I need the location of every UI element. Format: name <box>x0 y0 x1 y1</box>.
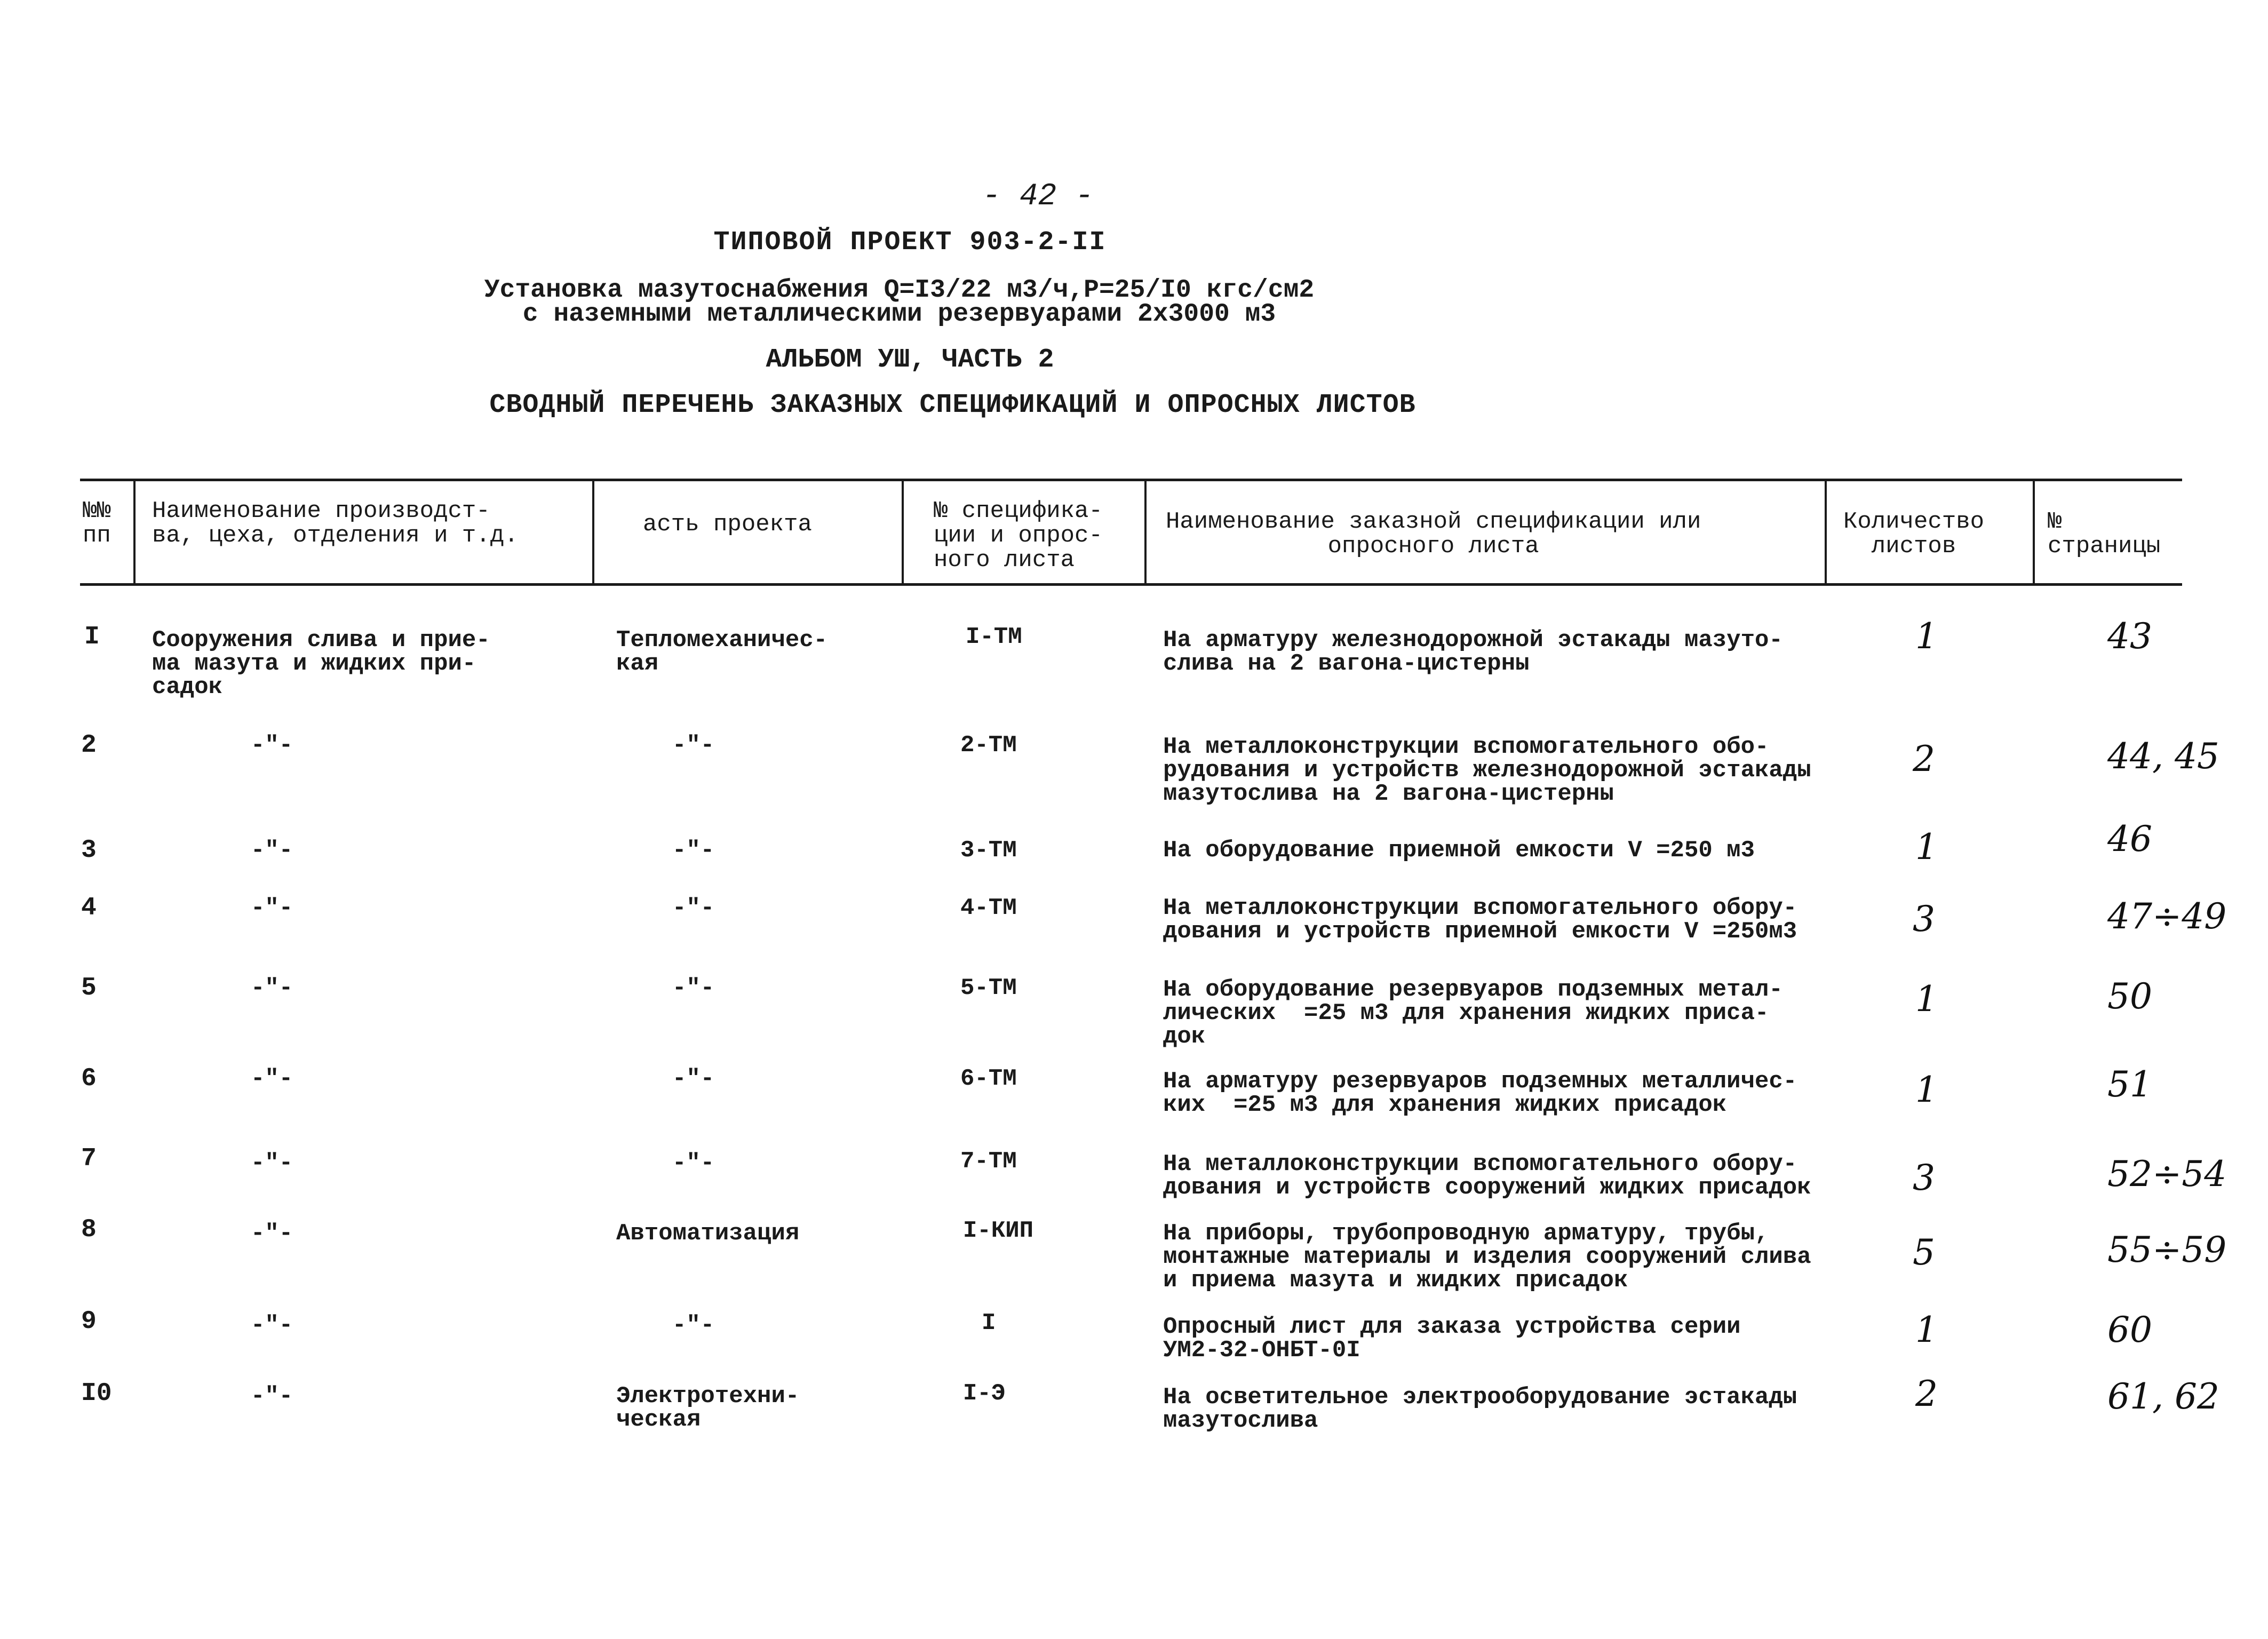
spec-name: На оборудование приемной емкости V =250 м3 <box>1163 837 1755 864</box>
spec-number: 3-ТМ <box>960 837 1017 864</box>
production-name: -"- <box>251 1220 293 1247</box>
project-part: -"- <box>672 1312 715 1339</box>
page-number: - 42 - <box>982 179 1094 214</box>
row-number: I <box>84 623 100 651</box>
page-ref: 55÷59 <box>2107 1229 2227 1270</box>
sheet-count: 1 <box>1915 1069 1938 1110</box>
sheet-count: 5 <box>1913 1232 1935 1273</box>
spec-number: 7-ТМ <box>960 1148 1017 1175</box>
spec-name: На металлоконструкции вспомогательного обору- дования и устройств приемной емкости V =250м3 <box>1163 895 1797 945</box>
project-part: Электротехни- ческая <box>616 1383 800 1433</box>
production-name: -"- <box>251 732 293 759</box>
sheet-count: 1 <box>1915 1309 1938 1350</box>
project-part: -"- <box>672 837 715 864</box>
project-code: ТИПОВОЙ ПРОЕКТ 903-2-II <box>713 227 1107 258</box>
production-name: -"- <box>251 895 293 921</box>
header-spec-number: № специфика- ции и опрос- ного листа <box>934 498 1103 574</box>
column-divider <box>592 480 594 584</box>
row-number: 6 <box>81 1064 97 1093</box>
page-ref: 60 <box>2107 1309 2152 1350</box>
column-divider <box>2033 480 2035 584</box>
spec-number: I <box>982 1310 996 1336</box>
row-number: 7 <box>81 1144 97 1173</box>
page-ref: 46 <box>2107 818 2152 860</box>
title-line-2: с наземными металлическими резервуарами 2х3000 м3 <box>522 300 1276 329</box>
production-name: -"- <box>251 837 293 864</box>
project-part: Автоматизация <box>616 1220 800 1247</box>
spec-name: На арматуру резервуаров подземных металличес- ких =25 м3 для хранения жидких присадок <box>1163 1068 1797 1118</box>
production-name: -"- <box>251 975 293 1001</box>
sheet-count: 1 <box>1915 616 1938 657</box>
title-line-1: Установка мазутоснабжения Q=I3/22 м3/ч,P=25/I0 кгс/см2 <box>484 276 1315 305</box>
header-sheet-count: Количество листов <box>1843 508 1985 560</box>
project-part: -"- <box>672 975 715 1001</box>
sheet-count: 1 <box>1915 978 1938 1020</box>
spec-number: 4-ТМ <box>960 895 1017 921</box>
spec-name: На осветительное электрооборудование эстакады мазутослива <box>1163 1384 1797 1434</box>
spec-name: На металлоконструкции вспомогательного обо- рудования и устройств железнодорожной эстакады мазутослива на 2 вагона-цистерны <box>1163 734 1811 807</box>
page-ref: 52÷54 <box>2107 1153 2227 1195</box>
production-name: -"- <box>251 1383 293 1410</box>
spec-number: 5-ТМ <box>960 975 1017 1001</box>
spec-name: На металлоконструкции вспомогательного обору- дования и устройств сооружений жидких присадок <box>1163 1151 1811 1201</box>
column-divider <box>133 480 136 584</box>
project-part: -"- <box>672 1065 715 1092</box>
row-number: 3 <box>81 836 97 865</box>
project-part: -"- <box>672 895 715 921</box>
row-number: 4 <box>81 894 97 922</box>
project-part: -"- <box>672 1150 715 1176</box>
production-name: -"- <box>251 1312 293 1339</box>
page-ref: 50 <box>2107 976 2152 1017</box>
row-number: I0 <box>81 1379 112 1408</box>
sheet-count: 2 <box>1915 1373 1938 1414</box>
spec-name: На оборудование резервуаров подземных метал- лических =25 м3 для хранения жидких приса- док <box>1163 976 1783 1050</box>
page-ref: 47÷49 <box>2107 896 2227 937</box>
spec-number: I-КИП <box>963 1218 1034 1244</box>
page-ref: 61, 62 <box>2107 1376 2219 1417</box>
page-ref: 51 <box>2107 1064 2152 1105</box>
sheet-count: 2 <box>1913 738 1935 779</box>
production-name: -"- <box>251 1150 293 1176</box>
header-project-part: асть проекта <box>643 511 812 538</box>
page-ref: 43 <box>2107 616 2152 657</box>
spec-number: I-Э <box>963 1380 1006 1407</box>
project-part: -"- <box>672 732 715 759</box>
project-part: Тепломеханичес- кая <box>616 627 828 677</box>
header-spec-name: Наименование заказной спецификации или опросного листа <box>1166 508 1701 560</box>
table-top-rule <box>80 479 2182 481</box>
sheet-count: 3 <box>1913 898 1935 940</box>
spec-name: Опросный лист для заказа устройства серии УМ2-32-ОНБТ-0I <box>1163 1314 1741 1364</box>
album-label: АЛЬБОМ УШ, ЧАСТЬ 2 <box>766 345 1054 375</box>
table-header-bottom-rule <box>80 583 2182 586</box>
sheet-count: 1 <box>1915 826 1938 868</box>
sheet-count: 3 <box>1913 1157 1935 1198</box>
production-name: Сооружения слива и прие- ма мазута и жидких при- садок <box>152 627 490 701</box>
column-divider <box>902 480 904 584</box>
column-divider <box>1144 480 1147 584</box>
header-production: Наименование производст- ва, цеха, отделения и т.д. <box>152 498 519 549</box>
row-number: 2 <box>81 731 97 760</box>
spec-number: 6-ТМ <box>960 1065 1017 1092</box>
column-divider <box>1825 480 1827 584</box>
spec-number: I-ТМ <box>966 624 1022 650</box>
production-name: -"- <box>251 1065 293 1092</box>
header-row-number: №№ пп <box>83 498 111 549</box>
spec-number: 2-ТМ <box>960 732 1017 759</box>
row-number: 5 <box>81 974 97 1003</box>
document-subtitle: СВОДНЫЙ ПЕРЕЧЕНЬ ЗАКАЗНЫХ СПЕЦИФИКАЦИЙ И ОПРОСНЫХ ЛИСТОВ <box>489 390 1416 420</box>
page-ref: 44, 45 <box>2107 736 2219 777</box>
spec-name: На арматуру железнодорожной эстакады мазуто- слива на 2 вагона-цистерны <box>1163 627 1783 677</box>
row-number: 9 <box>81 1307 97 1336</box>
header-page-number: № страницы <box>2048 508 2161 560</box>
row-number: 8 <box>81 1215 97 1244</box>
spec-name: На приборы, трубопроводную арматуру, трубы, монтажные материалы и изделия сооружений слива и приема мазута и жидких присадок <box>1163 1220 1811 1294</box>
